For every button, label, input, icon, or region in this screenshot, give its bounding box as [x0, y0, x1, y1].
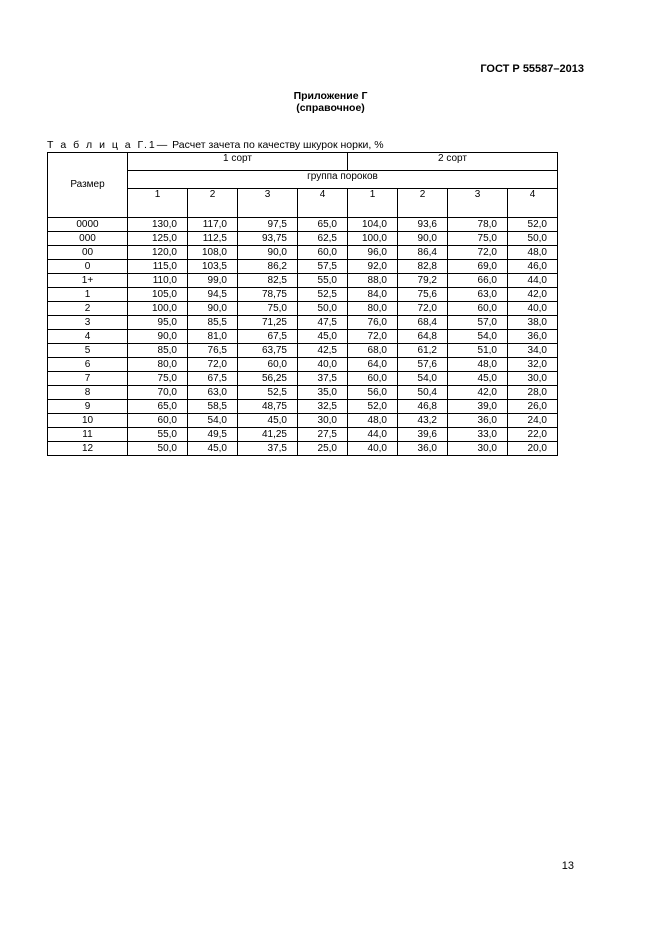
value-cell: 46,0 — [508, 260, 558, 274]
value-cell: 44,0 — [348, 428, 398, 442]
value-cell: 67,5 — [238, 330, 298, 344]
value-cell: 108,0 — [188, 246, 238, 260]
value-cell: 43,2 — [398, 414, 448, 428]
table-caption-prefix: Т а б л и ц а Г.1— — [47, 139, 170, 151]
value-cell: 72,0 — [398, 302, 448, 316]
value-cell: 95,0 — [128, 316, 188, 330]
value-cell: 84,0 — [348, 288, 398, 302]
size-cell: 10 — [48, 414, 128, 428]
grade-header-1: 1 сорт — [128, 153, 348, 171]
value-cell: 79,2 — [398, 274, 448, 288]
appendix-title: Приложение Г — [293, 90, 368, 102]
table-row — [48, 316, 558, 330]
size-cell: 3 — [48, 316, 128, 330]
value-cell: 67,5 — [188, 372, 238, 386]
grade-header-2: 2 сорт — [348, 153, 558, 171]
value-cell: 28,0 — [508, 386, 558, 400]
value-cell: 94,5 — [188, 288, 238, 302]
group-number-header: 1 — [128, 189, 188, 218]
value-cell: 60,0 — [128, 414, 188, 428]
appendix-subtitle: (справочное) — [296, 102, 365, 114]
value-cell: 90,0 — [188, 302, 238, 316]
value-cell: 63,0 — [448, 288, 508, 302]
value-cell: 45,0 — [298, 330, 348, 344]
size-cell: 7 — [48, 372, 128, 386]
value-cell: 54,0 — [188, 414, 238, 428]
value-cell: 90,0 — [398, 232, 448, 246]
value-cell: 39,6 — [398, 428, 448, 442]
group-number-header: 3 — [238, 189, 298, 218]
value-cell: 105,0 — [128, 288, 188, 302]
table-row — [48, 386, 558, 400]
value-cell: 92,0 — [348, 260, 398, 274]
value-cell: 25,0 — [298, 442, 348, 456]
value-cell: 50,0 — [128, 442, 188, 456]
size-cell: 9 — [48, 400, 128, 414]
table-row — [48, 372, 558, 386]
value-cell: 45,0 — [238, 414, 298, 428]
table-caption-text: Расчет зачета по качеству шкурок норки, % — [172, 139, 384, 151]
value-cell: 55,0 — [128, 428, 188, 442]
table-row — [48, 288, 558, 302]
value-cell: 65,0 — [298, 218, 348, 232]
value-cell: 130,0 — [128, 218, 188, 232]
value-cell: 86,4 — [398, 246, 448, 260]
value-cell: 48,0 — [348, 414, 398, 428]
table-row — [48, 428, 558, 442]
value-cell: 27,5 — [298, 428, 348, 442]
value-cell: 75,0 — [128, 372, 188, 386]
value-cell: 36,0 — [448, 414, 508, 428]
size-cell: 1 — [48, 288, 128, 302]
value-cell: 60,0 — [348, 372, 398, 386]
value-cell: 76,5 — [188, 344, 238, 358]
value-cell: 85,5 — [188, 316, 238, 330]
group-number-header: 1 — [348, 189, 398, 218]
value-cell: 58,5 — [188, 400, 238, 414]
value-cell: 45,0 — [188, 442, 238, 456]
value-cell: 68,0 — [348, 344, 398, 358]
value-cell: 72,0 — [448, 246, 508, 260]
table-row — [48, 344, 558, 358]
value-cell: 45,0 — [448, 372, 508, 386]
value-cell: 57,6 — [398, 358, 448, 372]
table-row — [48, 218, 558, 232]
value-cell: 60,0 — [448, 302, 508, 316]
value-cell: 69,0 — [448, 260, 508, 274]
value-cell: 63,75 — [238, 344, 298, 358]
value-cell: 52,5 — [238, 386, 298, 400]
value-cell: 42,0 — [448, 386, 508, 400]
size-cell: 2 — [48, 302, 128, 316]
size-cell: 8 — [48, 386, 128, 400]
discount-table — [47, 152, 558, 456]
group-number-header: 2 — [188, 189, 238, 218]
value-cell: 39,0 — [448, 400, 508, 414]
value-cell: 56,0 — [348, 386, 398, 400]
value-cell: 50,4 — [398, 386, 448, 400]
table-row — [48, 330, 558, 344]
value-cell: 20,0 — [508, 442, 558, 456]
value-cell: 37,5 — [298, 372, 348, 386]
value-cell: 81,0 — [188, 330, 238, 344]
value-cell: 100,0 — [128, 302, 188, 316]
size-cell: 0000 — [48, 218, 128, 232]
value-cell: 34,0 — [508, 344, 558, 358]
table-row — [48, 246, 558, 260]
value-cell: 36,0 — [398, 442, 448, 456]
value-cell: 52,0 — [508, 218, 558, 232]
value-cell: 60,0 — [238, 358, 298, 372]
value-cell: 57,5 — [298, 260, 348, 274]
value-cell: 99,0 — [188, 274, 238, 288]
value-cell: 82,8 — [398, 260, 448, 274]
value-cell: 90,0 — [238, 246, 298, 260]
value-cell: 30,0 — [448, 442, 508, 456]
value-cell: 72,0 — [348, 330, 398, 344]
value-cell: 75,6 — [398, 288, 448, 302]
value-cell: 71,25 — [238, 316, 298, 330]
value-cell: 63,0 — [188, 386, 238, 400]
value-cell: 50,0 — [298, 302, 348, 316]
value-cell: 112,5 — [188, 232, 238, 246]
value-cell: 22,0 — [508, 428, 558, 442]
value-cell: 52,5 — [298, 288, 348, 302]
value-cell: 125,0 — [128, 232, 188, 246]
value-cell: 115,0 — [128, 260, 188, 274]
value-cell: 33,0 — [448, 428, 508, 442]
value-cell: 40,0 — [508, 302, 558, 316]
value-cell: 120,0 — [128, 246, 188, 260]
group-number-header: 3 — [448, 189, 508, 218]
value-cell: 72,0 — [188, 358, 238, 372]
value-cell: 62,5 — [298, 232, 348, 246]
value-cell: 40,0 — [348, 442, 398, 456]
value-cell: 56,25 — [238, 372, 298, 386]
value-cell: 64,0 — [348, 358, 398, 372]
table-row — [48, 400, 558, 414]
size-cell: 4 — [48, 330, 128, 344]
value-cell: 93,75 — [238, 232, 298, 246]
value-cell: 100,0 — [348, 232, 398, 246]
value-cell: 38,0 — [508, 316, 558, 330]
value-cell: 117,0 — [188, 218, 238, 232]
group-number-header: 4 — [298, 189, 348, 218]
value-cell: 68,4 — [398, 316, 448, 330]
value-cell: 86,2 — [238, 260, 298, 274]
value-cell: 54,0 — [398, 372, 448, 386]
size-cell: 0 — [48, 260, 128, 274]
value-cell: 65,0 — [128, 400, 188, 414]
value-cell: 30,0 — [508, 372, 558, 386]
value-cell: 66,0 — [448, 274, 508, 288]
standard-code: ГОСТ Р 55587–2013 — [480, 63, 584, 75]
value-cell: 47,5 — [298, 316, 348, 330]
value-cell: 40,0 — [298, 358, 348, 372]
value-cell: 51,0 — [448, 344, 508, 358]
value-cell: 52,0 — [348, 400, 398, 414]
value-cell: 76,0 — [348, 316, 398, 330]
size-cell: 5 — [48, 344, 128, 358]
table-row — [48, 274, 558, 288]
table-caption — [47, 139, 384, 151]
value-cell: 55,0 — [298, 274, 348, 288]
value-cell: 80,0 — [128, 358, 188, 372]
value-cell: 36,0 — [508, 330, 558, 344]
value-cell: 60,0 — [298, 246, 348, 260]
value-cell: 57,0 — [448, 316, 508, 330]
size-cell: 6 — [48, 358, 128, 372]
value-cell: 64,8 — [398, 330, 448, 344]
appendix-heading — [0, 90, 661, 114]
value-cell: 44,0 — [508, 274, 558, 288]
value-cell: 54,0 — [448, 330, 508, 344]
value-cell: 78,75 — [238, 288, 298, 302]
value-cell: 32,5 — [298, 400, 348, 414]
value-cell: 30,0 — [298, 414, 348, 428]
table-row — [48, 302, 558, 316]
value-cell: 70,0 — [128, 386, 188, 400]
value-cell: 50,0 — [508, 232, 558, 246]
table-row — [48, 358, 558, 372]
table-row — [48, 232, 558, 246]
value-cell: 75,0 — [238, 302, 298, 316]
value-cell: 93,6 — [398, 218, 448, 232]
size-cell: 12 — [48, 442, 128, 456]
value-cell: 49,5 — [188, 428, 238, 442]
value-cell: 78,0 — [448, 218, 508, 232]
size-cell: 1+ — [48, 274, 128, 288]
value-cell: 37,5 — [238, 442, 298, 456]
value-cell: 80,0 — [348, 302, 398, 316]
value-cell: 35,0 — [298, 386, 348, 400]
value-cell: 24,0 — [508, 414, 558, 428]
page-number: 13 — [561, 860, 574, 872]
value-cell: 104,0 — [348, 218, 398, 232]
value-cell: 88,0 — [348, 274, 398, 288]
value-cell: 96,0 — [348, 246, 398, 260]
value-cell: 61,2 — [398, 344, 448, 358]
table-row — [48, 442, 558, 456]
value-cell: 42,5 — [298, 344, 348, 358]
size-cell: 000 — [48, 232, 128, 246]
value-cell: 41,25 — [238, 428, 298, 442]
value-cell: 103,5 — [188, 260, 238, 274]
defect-group-header: группа пороков — [128, 171, 558, 189]
value-cell: 75,0 — [448, 232, 508, 246]
value-cell: 85,0 — [128, 344, 188, 358]
value-cell: 82,5 — [238, 274, 298, 288]
group-number-header: 2 — [398, 189, 448, 218]
size-header: Размер — [48, 153, 128, 218]
value-cell: 97,5 — [238, 218, 298, 232]
value-cell: 110,0 — [128, 274, 188, 288]
value-cell: 46,8 — [398, 400, 448, 414]
value-cell: 90,0 — [128, 330, 188, 344]
value-cell: 48,75 — [238, 400, 298, 414]
size-cell: 00 — [48, 246, 128, 260]
size-cell: 11 — [48, 428, 128, 442]
value-cell: 32,0 — [508, 358, 558, 372]
table-row — [48, 414, 558, 428]
value-cell: 48,0 — [508, 246, 558, 260]
table-row — [48, 260, 558, 274]
group-number-header: 4 — [508, 189, 558, 218]
value-cell: 42,0 — [508, 288, 558, 302]
value-cell: 48,0 — [448, 358, 508, 372]
value-cell: 26,0 — [508, 400, 558, 414]
